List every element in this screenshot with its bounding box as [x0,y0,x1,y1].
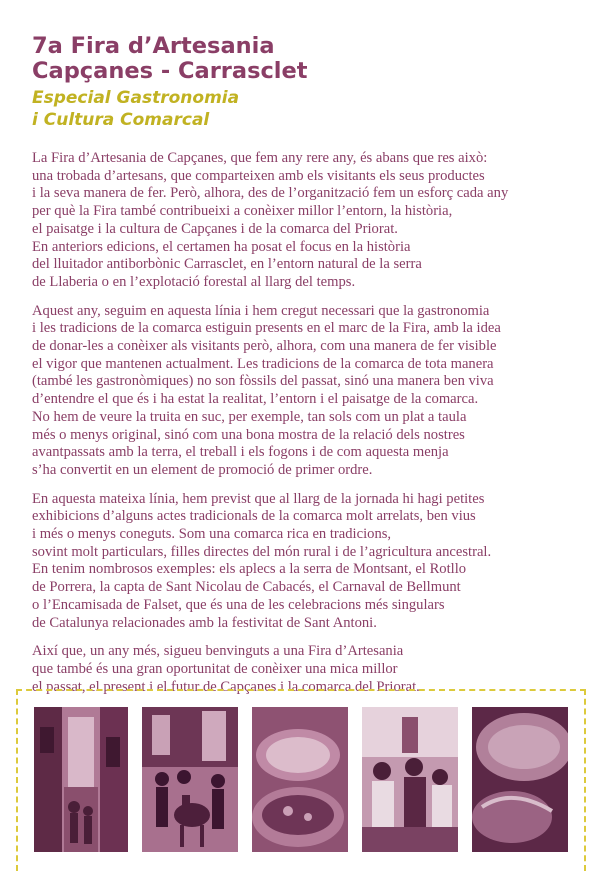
body-text-line: avantpassats amb la terra, el treball i els fogons i de com aquesta menja [32,444,449,461]
body-text-line: i més o menys coneguts. Som una comarca rica en tradicions, [32,526,392,543]
body-text-line: de Porrera, la capta de Sant Nicolau de Cabacés, el Carnaval de Bellmunt [32,579,461,596]
body-text-line: el paisatge i la cultura de Capçanes i de la comarca del Priorat. [32,220,398,237]
body-text-line: o l’Encamisada de Falset, que és una de les celebracions més singulars [32,596,445,613]
body-text-line: (també les gastronòmiques) no son fòssils del passat, sinó una manera ben viva [32,373,494,390]
body-text-line: En anteriors edicions, el certamen ha posat el focus en la història [32,238,411,255]
photo-strip-frame [16,689,586,871]
body-paragraph [32,303,580,480]
photo-tradition-group [362,707,458,852]
body-text-line: En aquesta mateixa línia, hem previst que al llarg de la jornada hi hagi petites [32,490,485,507]
body-text-line: En tenim nombrosos exemples: els aplecs a la serra de Montsant, el Rotllo [32,561,467,578]
body-text-line: del lluitador antiborbònic Carrasclet, en l’entorn natural de la serra [32,256,422,273]
body-text-line: sovint molt particulars, filles directes del món rural i de l’agricultura ancestral. [32,543,492,560]
page-title [32,34,308,83]
photo-food-bowls [252,707,348,852]
body-text-line: que també és una gran oportunitat de conèixer una mica millor [32,660,398,677]
body-paragraph [32,491,580,633]
body-text-line: Aquest any, seguim en aquesta línia i hem cregut necessari que la gastronomia [32,302,490,319]
body-text-line: exhibicions d’alguns actes tradicionals de la comarca molt arrelats, ben vius [32,508,476,525]
body-text-line: i les tradicions de la comarca estiguin presents en el marc de la Fira, amb la idea [32,320,501,337]
body-text-line: el vigor que mantenen actualment. Les tradicions de la comarca de tota manera [32,355,494,372]
page-subtitle [32,88,239,131]
photo-bread-closeup [472,707,568,852]
body-text-line: de Catalunya relacionades amb la festivitat de Sant Antoni. [32,614,377,631]
body-text-line: i la seva manera de fer. Però, alhora, des de l’organització fem un esforç cada any [32,185,509,202]
body-text-line: el passat, el present i el futur de Capçanes i la comarca del Priorat. [32,678,420,695]
photo-street-houses [34,707,128,852]
body-text-line: d’entendre el que és i ha estat la realitat, l’entorn i el paisatge de la comarca. [32,391,479,408]
subtitle-line-2: i Cultura Comarcal [32,109,210,130]
body-text-line: La Fira d’Artesania de Capçanes, que fem any rere any, és abans que res això: [32,150,488,166]
title-line-1: 7a Fira d’Artesania [32,33,275,59]
body-text-line: de Llaberia o en l’explotació forestal al llarg del temps. [32,273,356,290]
body-paragraph [32,150,580,292]
body-text-line: s’ha convertit en un element de promoció de primer ordre. [32,461,373,478]
body-text-line: de donar-les a conèixer als visitants però, alhora, com una manera de fer visible [32,338,497,355]
article-body [32,150,580,707]
body-text-line: per què la Fira també contribueixi a conèixer millor l’entorn, la història, [32,203,453,220]
body-text-line: més o menys original, sinó com una bona mostra de la relació dels nostres [32,426,465,443]
subtitle-line-1: Especial Gastronomia [32,88,240,108]
photo-horse-parade [142,707,238,852]
body-text-line: No hem de veure la truita en suc, per exemple, tan sols com un plat a taula [32,408,467,425]
body-text-line: una trobada d’artesans, que comparteixen amb els visitants els seus productes [32,167,485,184]
body-text-line: Així que, un any més, sigueu benvinguts a una Fira d’Artesania [32,643,404,660]
title-line-2: Capçanes - Carrasclet [32,57,308,84]
